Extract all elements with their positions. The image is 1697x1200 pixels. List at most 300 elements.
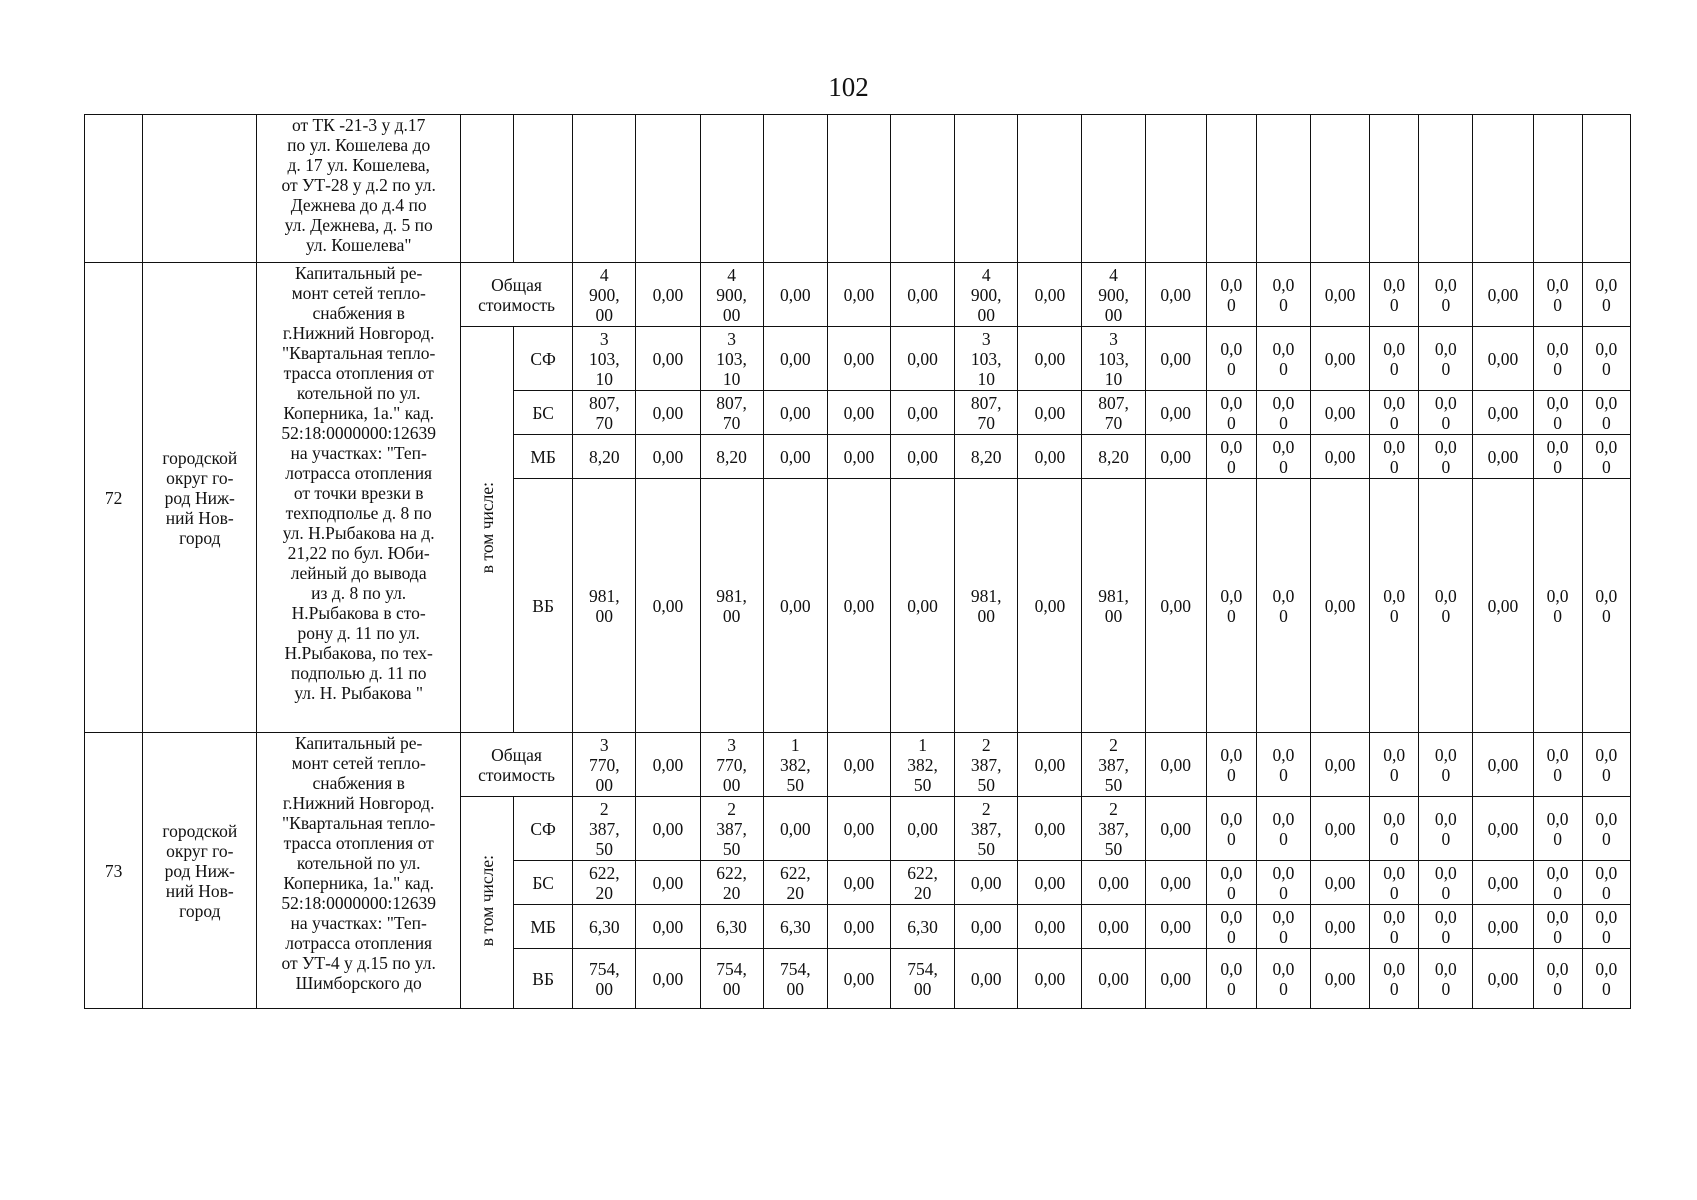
cell-value-text: 0,00 xyxy=(843,818,875,839)
cell-value xyxy=(1082,733,1145,797)
cell-value-text: 0,0 0 xyxy=(1383,808,1406,849)
cell-value-text: 0,00 xyxy=(1487,284,1519,305)
cell-value xyxy=(700,263,763,327)
cell-value xyxy=(1473,435,1533,479)
cell-value xyxy=(1419,115,1473,263)
cell-value xyxy=(1145,263,1206,327)
cell-value xyxy=(1018,949,1082,1009)
cell-value-text: 0,00 xyxy=(1160,872,1191,893)
cell-value-text: 3 770, 00 xyxy=(588,734,620,795)
table-row xyxy=(85,263,1631,327)
cell-value-text: 6,30 xyxy=(779,916,811,937)
cell-value-text: 4 900, 00 xyxy=(1098,264,1129,325)
cell-source-label xyxy=(514,797,573,861)
cell-value xyxy=(1145,391,1206,435)
cell-value xyxy=(1018,905,1082,949)
cell-value xyxy=(1533,263,1582,327)
cell-value-text: 0,0 0 xyxy=(1272,906,1295,947)
cell-value-text: 0,0 0 xyxy=(1272,338,1295,379)
cell-value xyxy=(1533,435,1582,479)
cell-value xyxy=(955,905,1018,949)
cell-num xyxy=(85,733,143,1009)
cell-value xyxy=(763,861,827,905)
cell-value-text: 0,00 xyxy=(779,595,811,616)
cell-value xyxy=(1582,263,1630,327)
cell-value xyxy=(1370,949,1419,1009)
cell-num-text: 72 xyxy=(104,487,123,508)
cell-value-text: 0,00 xyxy=(652,754,684,775)
cell-value-text: 0,0 0 xyxy=(1383,585,1406,626)
table-row-continued xyxy=(85,115,1631,263)
cell-value xyxy=(890,733,954,797)
cell-value-text: 0,0 0 xyxy=(1434,274,1457,315)
cell-value-text: 0,0 0 xyxy=(1434,808,1457,849)
cell-value-text: 0,0 0 xyxy=(1595,436,1618,477)
cell-value xyxy=(1311,391,1370,435)
cell-value xyxy=(1370,391,1419,435)
cell-value-text: 2 387, 50 xyxy=(588,798,620,859)
cell-value xyxy=(573,733,636,797)
cell-value xyxy=(1370,797,1419,861)
cell-value-text: 0,00 xyxy=(1487,595,1519,616)
cell-municipality xyxy=(143,115,257,263)
cell-value-text: 0,00 xyxy=(907,284,938,305)
cell-value xyxy=(1473,479,1533,733)
cell-value xyxy=(890,263,954,327)
cell-source xyxy=(514,115,573,263)
cell-value xyxy=(890,479,954,733)
cell-value xyxy=(1311,733,1370,797)
cell-value xyxy=(1256,391,1310,435)
cell-value xyxy=(1473,949,1533,1009)
cell-value-text: 0,0 0 xyxy=(1546,338,1569,379)
cell-value-text: 0,00 xyxy=(1487,348,1519,369)
cell-value-text: 0,00 xyxy=(1324,754,1356,775)
cell-value-text: 0,00 xyxy=(1034,872,1066,893)
cell-value-text: 0,0 0 xyxy=(1434,392,1457,433)
cell-source-label-text: МБ xyxy=(530,916,556,937)
cell-value-text: 0,0 0 xyxy=(1595,392,1618,433)
cell-value-text: 0,00 xyxy=(970,968,1002,989)
cell-description xyxy=(257,733,461,1009)
cell-source-label-text: СФ xyxy=(530,818,556,839)
cell-value-text: 807, 70 xyxy=(970,392,1002,433)
cell-value-text: 0,0 0 xyxy=(1546,585,1569,626)
cell-value xyxy=(1311,797,1370,861)
cell-value-text: 2 387, 50 xyxy=(1098,734,1129,795)
cell-value-text: 0,00 xyxy=(1034,916,1066,937)
cell-value-text: 754, 00 xyxy=(588,958,620,999)
cell-value-text: 0,00 xyxy=(970,916,1002,937)
cell-value xyxy=(955,391,1018,435)
cell-value xyxy=(1473,733,1533,797)
cell-value-text: 0,0 0 xyxy=(1272,862,1295,903)
cell-value xyxy=(955,479,1018,733)
cell-value-text: 0,0 0 xyxy=(1220,958,1243,999)
cell-value-text: 0,0 0 xyxy=(1546,274,1569,315)
cell-value xyxy=(955,797,1018,861)
cell-value-text: 0,00 xyxy=(1034,595,1066,616)
cell-value-text: 0,00 xyxy=(652,348,684,369)
cell-value xyxy=(700,797,763,861)
cell-value xyxy=(1582,435,1630,479)
cell-value xyxy=(636,115,700,263)
cell-value-text: 0,0 0 xyxy=(1220,338,1243,379)
cell-value xyxy=(1582,949,1630,1009)
cell-value-text: 0,00 xyxy=(1324,916,1356,937)
cell-value-text: 0,00 xyxy=(652,818,684,839)
cell-value-text: 0,00 xyxy=(652,446,684,467)
cell-source-label-text: БС xyxy=(532,402,554,423)
cell-value xyxy=(573,797,636,861)
cell-value xyxy=(827,797,890,861)
cell-value xyxy=(827,263,890,327)
cell-value-text: 0,0 0 xyxy=(1220,862,1243,903)
cell-value xyxy=(763,263,827,327)
cell-value-text: 0,00 xyxy=(907,348,938,369)
cell-value xyxy=(636,327,700,391)
cell-value xyxy=(1370,861,1419,905)
cell-value xyxy=(763,327,827,391)
cell-value-text: 0,0 0 xyxy=(1220,744,1243,785)
cell-value-text: 0,00 xyxy=(1160,446,1191,467)
cell-value-text: 0,0 0 xyxy=(1546,744,1569,785)
cell-value xyxy=(1018,391,1082,435)
cell-value xyxy=(1082,861,1145,905)
cell-value xyxy=(1018,115,1082,263)
cell-value xyxy=(1206,905,1256,949)
cell-value xyxy=(636,263,700,327)
cell-value-text: 0,0 0 xyxy=(1272,585,1295,626)
cell-value xyxy=(1256,479,1310,733)
cell-value-text: 0,0 0 xyxy=(1595,585,1618,626)
cell-value xyxy=(1256,733,1310,797)
cell-value xyxy=(1473,391,1533,435)
cell-value xyxy=(1256,435,1310,479)
cell-value xyxy=(1419,391,1473,435)
cell-value xyxy=(700,435,763,479)
cell-value xyxy=(636,797,700,861)
cell-value xyxy=(1419,327,1473,391)
cell-value-text: 1 382, 50 xyxy=(907,734,938,795)
cell-value-text: 0,00 xyxy=(652,284,684,305)
cell-value-text: 0,0 0 xyxy=(1220,585,1243,626)
cell-value xyxy=(1082,327,1145,391)
cell-total-label-text: Общая стоимость xyxy=(478,274,556,315)
cell-value xyxy=(636,733,700,797)
cell-value xyxy=(955,435,1018,479)
cell-source-label xyxy=(514,949,573,1009)
cell-value xyxy=(827,435,890,479)
cell-value xyxy=(827,949,890,1009)
cell-value-text: 0,00 xyxy=(843,872,875,893)
cell-value-text: 0,0 0 xyxy=(1383,744,1406,785)
cell-value xyxy=(1419,905,1473,949)
cell-value xyxy=(890,861,954,905)
cell-value-text: 0,0 0 xyxy=(1383,906,1406,947)
cell-municipality-text: городской округ го- род Ниж- ний Нов- город xyxy=(162,820,238,921)
cell-value-text: 0,0 0 xyxy=(1434,585,1457,626)
cell-value-text: 0,0 0 xyxy=(1434,906,1457,947)
cell-value-text: 0,0 0 xyxy=(1434,338,1457,379)
cell-value xyxy=(636,861,700,905)
cell-value-text: 0,00 xyxy=(843,402,875,423)
cell-value-text: 0,0 0 xyxy=(1434,436,1457,477)
cell-value-text: 1 382, 50 xyxy=(779,734,811,795)
cell-value xyxy=(573,479,636,733)
cell-value xyxy=(1370,733,1419,797)
cell-value xyxy=(636,949,700,1009)
cell-value xyxy=(827,115,890,263)
cell-value xyxy=(636,391,700,435)
cell-value xyxy=(700,327,763,391)
cell-description-text: Капитальный ре- монт сетей тепло- снабжения в г.Нижний Новгород. "Квартальная тепло- трасса отопления от котельной по ул. Коперника, 1а." кад. 52:18:0000000:12639 на участках: "Теп- лотрасса отопления от УТ-4 у д.15 по ул. Шимборского до xyxy=(281,733,436,993)
cell-value xyxy=(1582,797,1630,861)
cell-value-text: 0,0 0 xyxy=(1272,744,1295,785)
cell-value xyxy=(1582,327,1630,391)
cell-value-text: 0,00 xyxy=(970,872,1002,893)
cell-value xyxy=(700,391,763,435)
cell-value-text: 0,0 0 xyxy=(1434,862,1457,903)
cell-value xyxy=(1082,797,1145,861)
cell-value-text: 6,30 xyxy=(716,916,747,937)
cell-value-text: 754, 00 xyxy=(716,958,747,999)
cell-value-text: 0,00 xyxy=(843,595,875,616)
cell-value xyxy=(1145,861,1206,905)
cell-value-text: 0,00 xyxy=(907,595,938,616)
cell-value-text: 0,00 xyxy=(1034,968,1066,989)
cell-value xyxy=(1256,263,1310,327)
cell-value xyxy=(827,733,890,797)
cell-value-text: 807, 70 xyxy=(588,392,620,433)
cell-value xyxy=(1206,861,1256,905)
cell-value-text: 0,00 xyxy=(1034,446,1066,467)
cell-value xyxy=(1256,949,1310,1009)
cell-value-text: 6,30 xyxy=(907,916,938,937)
cell-value xyxy=(1419,263,1473,327)
cell-value-text: 622, 20 xyxy=(716,862,747,903)
cell-value xyxy=(1018,797,1082,861)
cell-value-text: 0,00 xyxy=(843,446,875,467)
cell-value xyxy=(955,949,1018,1009)
cell-value xyxy=(1145,949,1206,1009)
cell-value xyxy=(1206,479,1256,733)
cell-value-text: 0,0 0 xyxy=(1272,274,1295,315)
cell-value xyxy=(1533,949,1582,1009)
cell-value-text: 0,00 xyxy=(1160,754,1191,775)
cell-value-text: 0,0 0 xyxy=(1220,436,1243,477)
cell-value-text: 0,0 0 xyxy=(1546,808,1569,849)
cell-value-text: 0,0 0 xyxy=(1383,436,1406,477)
cell-value xyxy=(1082,115,1145,263)
cell-value-text: 0,00 xyxy=(779,818,811,839)
cell-value-text: 3 770, 00 xyxy=(716,734,747,795)
cell-value-text: 0,00 xyxy=(1034,348,1066,369)
cell-value xyxy=(1419,435,1473,479)
cell-value-text: 0,0 0 xyxy=(1595,274,1618,315)
cell-value-text: 0,0 0 xyxy=(1383,338,1406,379)
cell-value-text: 4 900, 00 xyxy=(970,264,1002,325)
cell-municipality xyxy=(143,733,257,1009)
cell-value xyxy=(1311,327,1370,391)
cell-value-text: 0,00 xyxy=(843,348,875,369)
cell-value xyxy=(890,115,954,263)
cell-value xyxy=(1370,263,1419,327)
cell-source-label xyxy=(514,479,573,733)
cell-value xyxy=(1018,733,1082,797)
cell-value xyxy=(573,435,636,479)
cell-value-text: 981, 00 xyxy=(588,585,620,626)
cell-value xyxy=(1419,861,1473,905)
cell-value xyxy=(700,733,763,797)
cell-value-text: 0,00 xyxy=(907,446,938,467)
cell-value-text: 0,00 xyxy=(1324,968,1356,989)
cell-value-text: 0,0 0 xyxy=(1272,436,1295,477)
cell-value-text: 0,0 0 xyxy=(1595,808,1618,849)
cell-source-label-text: МБ xyxy=(530,446,556,467)
cell-value xyxy=(636,905,700,949)
cell-value-text: 0,00 xyxy=(1324,595,1356,616)
cell-value xyxy=(1256,327,1310,391)
cell-source-label-text: ВБ xyxy=(532,595,554,616)
cell-value xyxy=(890,327,954,391)
cell-value-text: 981, 00 xyxy=(716,585,747,626)
cell-value xyxy=(1311,861,1370,905)
cell-value-text: 0,0 0 xyxy=(1546,958,1569,999)
budget-table xyxy=(84,114,1631,1009)
cell-value-text: 0,00 xyxy=(779,402,811,423)
cell-value-text: 2 387, 50 xyxy=(970,798,1002,859)
cell-value xyxy=(763,435,827,479)
cell-value xyxy=(1582,391,1630,435)
cell-value-text: 0,00 xyxy=(1034,402,1066,423)
cell-value-text: 807, 70 xyxy=(1098,392,1129,433)
cell-description-text: от ТК -21-3 у д.17 по ул. Кошелева до д. 17 ул. Кошелева, от УТ-28 у д.2 по ул. Дежнева до д.4 по ул. Дежнева, д. 5 по ул. Кошелева" xyxy=(281,115,436,255)
cell-value-text: 2 387, 50 xyxy=(1098,798,1129,859)
cell-value-text: 0,0 0 xyxy=(1272,958,1295,999)
cell-num xyxy=(85,115,143,263)
cell-value-text: 0,00 xyxy=(1487,402,1519,423)
cell-value xyxy=(1533,733,1582,797)
cell-label xyxy=(460,115,513,263)
cell-value xyxy=(1256,861,1310,905)
cell-value xyxy=(1533,905,1582,949)
cell-value xyxy=(1311,949,1370,1009)
cell-value xyxy=(1206,327,1256,391)
cell-value xyxy=(1082,435,1145,479)
cell-value xyxy=(955,327,1018,391)
cell-value-text: 0,00 xyxy=(1487,968,1519,989)
cell-source-label-text: БС xyxy=(532,872,554,893)
cell-value-text: 0,00 xyxy=(652,872,684,893)
cell-value xyxy=(955,115,1018,263)
cell-value-text: 0,0 0 xyxy=(1546,862,1569,903)
cell-value xyxy=(1145,797,1206,861)
cell-value-text: 0,00 xyxy=(1160,818,1191,839)
cell-value-text: 0,00 xyxy=(1160,284,1191,305)
cell-value-text: 0,00 xyxy=(907,818,938,839)
cell-value xyxy=(1582,861,1630,905)
cell-value-text: 0,0 0 xyxy=(1272,392,1295,433)
cell-value xyxy=(955,263,1018,327)
cell-value xyxy=(1311,115,1370,263)
cell-value-text: 0,00 xyxy=(1098,916,1129,937)
cell-value xyxy=(1082,905,1145,949)
cell-value-text: 0,00 xyxy=(1098,872,1129,893)
cell-value xyxy=(1582,115,1630,263)
cell-value xyxy=(1018,861,1082,905)
cell-value xyxy=(955,861,1018,905)
cell-value-text: 0,00 xyxy=(1160,348,1191,369)
cell-value xyxy=(700,905,763,949)
cell-value xyxy=(1311,435,1370,479)
cell-value-text: 754, 00 xyxy=(779,958,811,999)
cell-value-text: 0,00 xyxy=(1160,595,1191,616)
cell-value-text: 0,0 0 xyxy=(1383,392,1406,433)
cell-num-text: 73 xyxy=(104,860,123,881)
cell-value xyxy=(1370,115,1419,263)
cell-value xyxy=(1370,327,1419,391)
cell-value-text: 0,0 0 xyxy=(1383,958,1406,999)
cell-description-text: Капитальный ре- монт сетей тепло- снабжения в г.Нижний Новгород. "Квартальная тепло- трасса отопления от котельной по ул. Коперника, 1а." кад. 52:18:0000000:12639 на участках: "Теп- лотрасса отопления от точки врезки в техподполье д. 8 по ул. Н.Рыбакова на д. 21,22 по бул. Юби- лейный до вывода из д. 8 по ул. Н.Рыбакова в сто- рону д. 11 по ул. Н.Рыбакова, по тех- подполью д. 11 по ул. Н. Рыбакова " xyxy=(281,263,436,703)
cell-value-text: 0,0 0 xyxy=(1220,906,1243,947)
cell-value xyxy=(1206,949,1256,1009)
cell-value xyxy=(1533,115,1582,263)
cell-value-text: 2 387, 50 xyxy=(970,734,1002,795)
cell-value xyxy=(890,391,954,435)
cell-including-label xyxy=(460,327,513,733)
cell-value xyxy=(763,733,827,797)
cell-total-label xyxy=(460,733,572,797)
cell-value-text: 0,00 xyxy=(1487,446,1519,467)
cell-value xyxy=(573,949,636,1009)
cell-value-text: 0,0 0 xyxy=(1434,744,1457,785)
cell-value xyxy=(573,115,636,263)
cell-source-label-text: ВБ xyxy=(532,968,554,989)
cell-value xyxy=(700,861,763,905)
cell-value xyxy=(1582,733,1630,797)
cell-value xyxy=(1473,905,1533,949)
cell-value xyxy=(1082,391,1145,435)
cell-value xyxy=(1533,327,1582,391)
cell-value xyxy=(1256,797,1310,861)
cell-value xyxy=(1145,733,1206,797)
cell-value xyxy=(1018,327,1082,391)
cell-value-text: 0,00 xyxy=(843,754,875,775)
cell-value xyxy=(1533,479,1582,733)
cell-value-text: 622, 20 xyxy=(779,862,811,903)
cell-value-text: 0,00 xyxy=(652,402,684,423)
cell-value xyxy=(890,949,954,1009)
cell-value-text: 0,00 xyxy=(1324,348,1356,369)
cell-value-text: 3 103, 10 xyxy=(588,328,620,389)
cell-value xyxy=(1419,479,1473,733)
cell-value-text: 3 103, 10 xyxy=(716,328,747,389)
cell-value-text: 0,00 xyxy=(843,284,875,305)
cell-value-text: 0,00 xyxy=(1160,968,1191,989)
cell-value-text: 0,0 0 xyxy=(1595,744,1618,785)
cell-total-label-text: Общая стоимость xyxy=(478,744,556,785)
cell-value xyxy=(1018,435,1082,479)
cell-value xyxy=(763,479,827,733)
cell-value xyxy=(1206,435,1256,479)
cell-value xyxy=(1533,861,1582,905)
cell-value-text: 8,20 xyxy=(588,446,620,467)
cell-value xyxy=(827,391,890,435)
cell-value-text: 0,00 xyxy=(1324,402,1356,423)
cell-source-label xyxy=(514,327,573,391)
cell-value-text: 8,20 xyxy=(1098,446,1129,467)
